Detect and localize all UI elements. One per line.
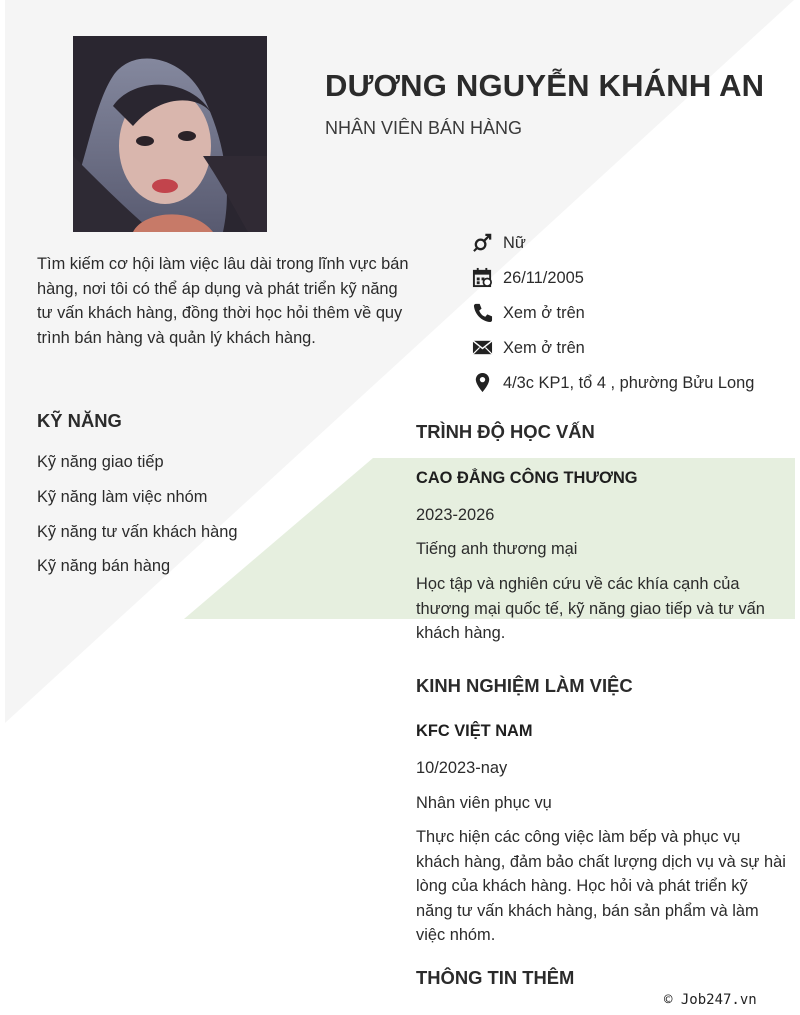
education-period: 2023-2026 (416, 506, 495, 524)
skill-item: Kỹ năng làm việc nhóm (37, 488, 208, 506)
education-description: Học tập và nghiên cứu về các khía cạnh của thương mại quốc tế, kỹ năng giao tiếp và tư vấn khách hàng. (416, 575, 765, 642)
education-heading: TRÌNH ĐỘ HỌC VẤN (416, 421, 595, 442)
skill-item: Kỹ năng giao tiếp (37, 453, 164, 471)
contact-phone: Xem ở trên (472, 301, 585, 326)
contact-birthday: 26/11/2005 (472, 266, 584, 291)
skill-item: Kỹ năng tư vấn khách hàng (37, 523, 238, 541)
job-title: NHÂN VIÊN BÁN HÀNG (325, 118, 523, 138)
skill-item: Kỹ năng bán hàng (37, 557, 171, 575)
contact-email: Xem ở trên (472, 336, 585, 361)
contact-address: 4/3c KP1, tổ 4 , phường Bửu Long (472, 371, 763, 396)
experience-position: Nhân viên phục vụ (416, 794, 552, 812)
skills-heading: KỸ NĂNG (37, 410, 122, 431)
education-major: Tiếng anh thương mại (416, 540, 578, 558)
experience-description: Thực hiện các công việc làm bếp và phục vụ khách hàng, đảm bảo chất lượng dịch vụ và sự hài lòng của khách hàng. Học hỏi và phát triển kỹ năng tư vấn khách hàng, bán sản phẩm và làm việc nhóm. (416, 828, 786, 944)
education-school: CAO ĐẲNG CÔNG THƯƠNG (416, 469, 638, 487)
gender-icon (472, 232, 493, 253)
location-pin-icon (472, 372, 493, 393)
career-objective: Tìm kiếm cơ hội làm việc lâu dài trong lĩnh vực bán hàng, nơi tôi có thể áp dụng và phát triển kỹ năng tư vấn khách hàng, đồng thời học hỏi thêm về quy trình bán hàng và quản lý khách hàng. (37, 255, 409, 347)
phone-icon (472, 302, 493, 323)
experience-period: 10/2023-nay (416, 759, 508, 777)
experience-heading: KINH NGHIỆM LÀM VIỆC (416, 675, 633, 696)
additional-info-heading: THÔNG TIN THÊM (416, 967, 575, 988)
mail-icon (472, 337, 493, 358)
experience-company: KFC VIỆT NAM (416, 722, 533, 740)
contact-gender: Nữ (472, 231, 526, 256)
candidate-name: DƯƠNG NGUYỄN KHÁNH AN (325, 68, 765, 103)
profile-photo (73, 36, 267, 232)
watermark: © Job247.vn (664, 992, 757, 1008)
calendar-icon (472, 267, 493, 288)
